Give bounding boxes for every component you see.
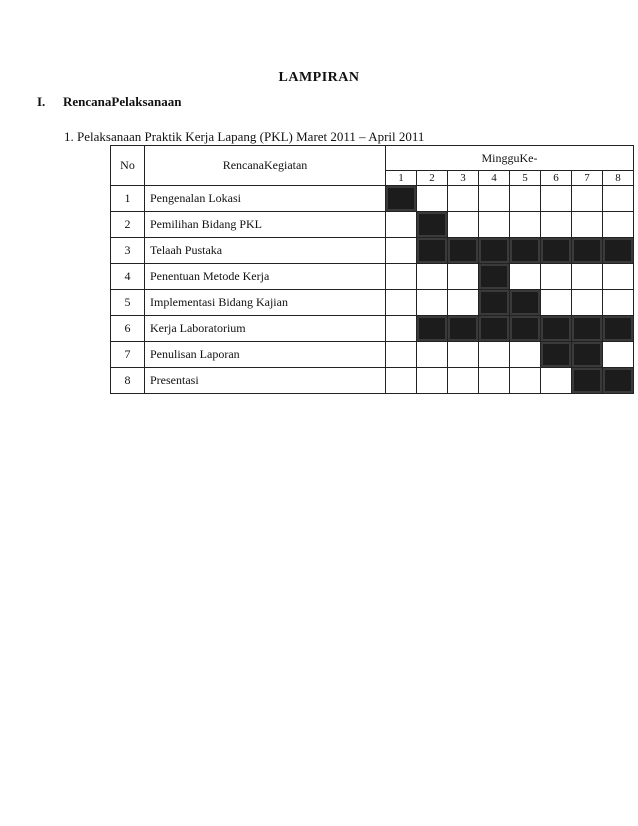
week-cell-empty bbox=[448, 342, 479, 368]
week-cell-active bbox=[541, 316, 572, 342]
week-header-4: 4 bbox=[479, 171, 510, 186]
schedule-table bbox=[110, 145, 634, 394]
header-row bbox=[111, 146, 634, 171]
week-cell-active bbox=[572, 342, 603, 368]
week-cell-active bbox=[479, 264, 510, 290]
row-number: 3 bbox=[111, 238, 145, 264]
page-title: LAMPIRAN bbox=[278, 70, 360, 85]
week-cell-empty bbox=[541, 186, 572, 212]
week-cell-active bbox=[510, 290, 541, 316]
week-cell-empty bbox=[417, 342, 448, 368]
week-header-7: 7 bbox=[572, 171, 603, 186]
week-header-6: 6 bbox=[541, 171, 572, 186]
week-cell-empty bbox=[448, 264, 479, 290]
week-cell-active bbox=[510, 316, 541, 342]
week-cell-empty bbox=[386, 368, 417, 394]
week-cell-empty bbox=[510, 186, 541, 212]
week-cell-active bbox=[541, 238, 572, 264]
week-cell-empty bbox=[386, 212, 417, 238]
column-header-weeks: MingguKe- bbox=[386, 146, 634, 171]
week-cell-empty bbox=[541, 212, 572, 238]
week-cell-empty bbox=[479, 186, 510, 212]
week-cell-empty bbox=[417, 264, 448, 290]
week-cell-empty bbox=[603, 212, 634, 238]
week-cell-empty bbox=[603, 186, 634, 212]
week-cell-empty bbox=[603, 342, 634, 368]
row-number: 1 bbox=[111, 186, 145, 212]
week-cell-active bbox=[479, 316, 510, 342]
week-cell-empty bbox=[572, 186, 603, 212]
week-cell-empty bbox=[386, 342, 417, 368]
week-cell-empty bbox=[417, 186, 448, 212]
column-header-activity: RencanaKegiatan bbox=[145, 146, 386, 186]
row-number: 7 bbox=[111, 342, 145, 368]
activity-name: Implementasi Bidang Kajian bbox=[145, 290, 386, 316]
table-row bbox=[111, 212, 634, 238]
week-cell-active bbox=[417, 238, 448, 264]
week-cell-active bbox=[417, 316, 448, 342]
week-cell-active bbox=[572, 368, 603, 394]
week-cell-active bbox=[386, 186, 417, 212]
week-cell-empty bbox=[572, 212, 603, 238]
week-cell-empty bbox=[510, 342, 541, 368]
week-header-2: 2 bbox=[417, 171, 448, 186]
week-header-1: 1 bbox=[386, 171, 417, 186]
week-cell-empty bbox=[479, 212, 510, 238]
week-cell-empty bbox=[448, 290, 479, 316]
week-cell-active bbox=[417, 212, 448, 238]
column-header-no: No bbox=[111, 146, 145, 186]
week-cell-empty bbox=[417, 290, 448, 316]
week-cell-empty bbox=[448, 368, 479, 394]
week-cell-active bbox=[448, 238, 479, 264]
table-row bbox=[111, 368, 634, 394]
week-cell-active bbox=[603, 238, 634, 264]
week-cell-empty bbox=[572, 290, 603, 316]
week-cell-active bbox=[572, 316, 603, 342]
activity-name: Penentuan Metode Kerja bbox=[145, 264, 386, 290]
week-cell-empty bbox=[386, 316, 417, 342]
activity-name: Penulisan Laporan bbox=[145, 342, 386, 368]
week-cell-empty bbox=[603, 290, 634, 316]
week-header-8: 8 bbox=[603, 171, 634, 186]
week-cell-empty bbox=[417, 368, 448, 394]
section-number: I. bbox=[37, 94, 46, 109]
activity-name: Presentasi bbox=[145, 368, 386, 394]
week-cell-empty bbox=[386, 264, 417, 290]
week-cell-empty bbox=[572, 264, 603, 290]
row-number: 8 bbox=[111, 368, 145, 394]
table-row bbox=[111, 316, 634, 342]
week-cell-active bbox=[479, 290, 510, 316]
week-cell-active bbox=[510, 238, 541, 264]
row-number: 2 bbox=[111, 212, 145, 238]
week-cell-active bbox=[603, 368, 634, 394]
row-number: 6 bbox=[111, 316, 145, 342]
week-cell-empty bbox=[479, 342, 510, 368]
table-row bbox=[111, 264, 634, 290]
table-row bbox=[111, 342, 634, 368]
week-cell-empty bbox=[448, 186, 479, 212]
week-cell-empty bbox=[386, 290, 417, 316]
table-row bbox=[111, 238, 634, 264]
section-label: RencanaPelaksanaan bbox=[63, 94, 182, 109]
section-heading bbox=[37, 94, 181, 110]
week-cell-active bbox=[479, 238, 510, 264]
week-cell-active bbox=[572, 238, 603, 264]
week-cell-active bbox=[603, 316, 634, 342]
activity-name: Kerja Laboratorium bbox=[145, 316, 386, 342]
week-cell-empty bbox=[541, 290, 572, 316]
week-cell-empty bbox=[541, 368, 572, 394]
week-cell-empty bbox=[510, 264, 541, 290]
week-cell-active bbox=[448, 316, 479, 342]
week-cell-empty bbox=[479, 368, 510, 394]
table-row bbox=[111, 290, 634, 316]
activity-name: Pengenalan Lokasi bbox=[145, 186, 386, 212]
table-row bbox=[111, 186, 634, 212]
activity-name: Telaah Pustaka bbox=[145, 238, 386, 264]
row-number: 4 bbox=[111, 264, 145, 290]
row-number: 5 bbox=[111, 290, 145, 316]
week-header-5: 5 bbox=[510, 171, 541, 186]
week-cell-active bbox=[541, 342, 572, 368]
activity-name: Pemilihan Bidang PKL bbox=[145, 212, 386, 238]
week-cell-empty bbox=[510, 368, 541, 394]
subsection-heading: 1. Pelaksanaan Praktik Kerja Lapang (PKL) Maret 2011 – April 2011 bbox=[64, 129, 425, 144]
week-cell-empty bbox=[603, 264, 634, 290]
week-cell-empty bbox=[386, 238, 417, 264]
week-cell-empty bbox=[448, 212, 479, 238]
week-cell-empty bbox=[541, 264, 572, 290]
week-header-3: 3 bbox=[448, 171, 479, 186]
week-cell-empty bbox=[510, 212, 541, 238]
